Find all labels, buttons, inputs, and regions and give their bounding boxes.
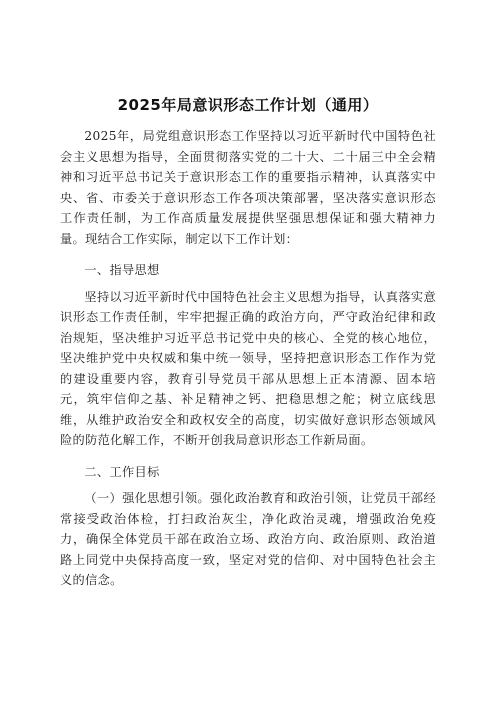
section-heading-guiding-ideology: 一、指导思想 bbox=[84, 263, 160, 277]
work-goal-item-1: （一）强化思想引领。强化政治教育和政治引领，让党员干部经常接受政治体检，打扫政治灰尘，净化政治灵魂，增强政治免疫力，确保全体党员干部在政治立场、政治方向、政治原则、政治道路上同党中央保持高度一致，坚定对党的信仰、对中国特色社会主义的信念。 bbox=[60, 491, 436, 587]
spacer bbox=[60, 451, 436, 456]
section-heading-work-goals: 二、工作目标 bbox=[84, 464, 160, 479]
document-title: 2025年局意识形态工作计划（通用） bbox=[117, 96, 379, 114]
guiding-ideology-paragraph: 坚持以习近平新时代中国特色社会主义思想为指导，认真落实意识形态工作责任制，牢牢把握正确的政治方向，严守政治纪律和政治规矩，坚决维护习近平总书记党中央的核心、全党的核心地位，坚决维护党中央权威和集中统一领导，坚持把意识形态工作作为党的建设重要内容，教育引导党员干部从思想上正本清源、固本培元，筑牢信仰之基、补足精神之钙、把稳思想之舵；树立底线思维，从维护政治安全和政权安全的高度，切实做好意识形态领域风险的防范化解工作，不断开创我局意识形态工作新局面。 bbox=[60, 289, 436, 447]
spacer bbox=[60, 249, 436, 254]
intro-paragraph: 2025年，局党组意识形态工作坚持以习近平新时代中国特色社会主义思想为指导，全面贯彻落实党的二十大、二十届三中全会精神和习近平总书记关于意识形态工作的重要指示精神，认真落实中央、省、市委关于意识形态工作各项决策部署，坚决落实意识形态工作责任制，为工作高质量发展提供坚强思想保证和强大精神力量。现结合工作实际，制定以下工作计划： bbox=[60, 129, 436, 246]
